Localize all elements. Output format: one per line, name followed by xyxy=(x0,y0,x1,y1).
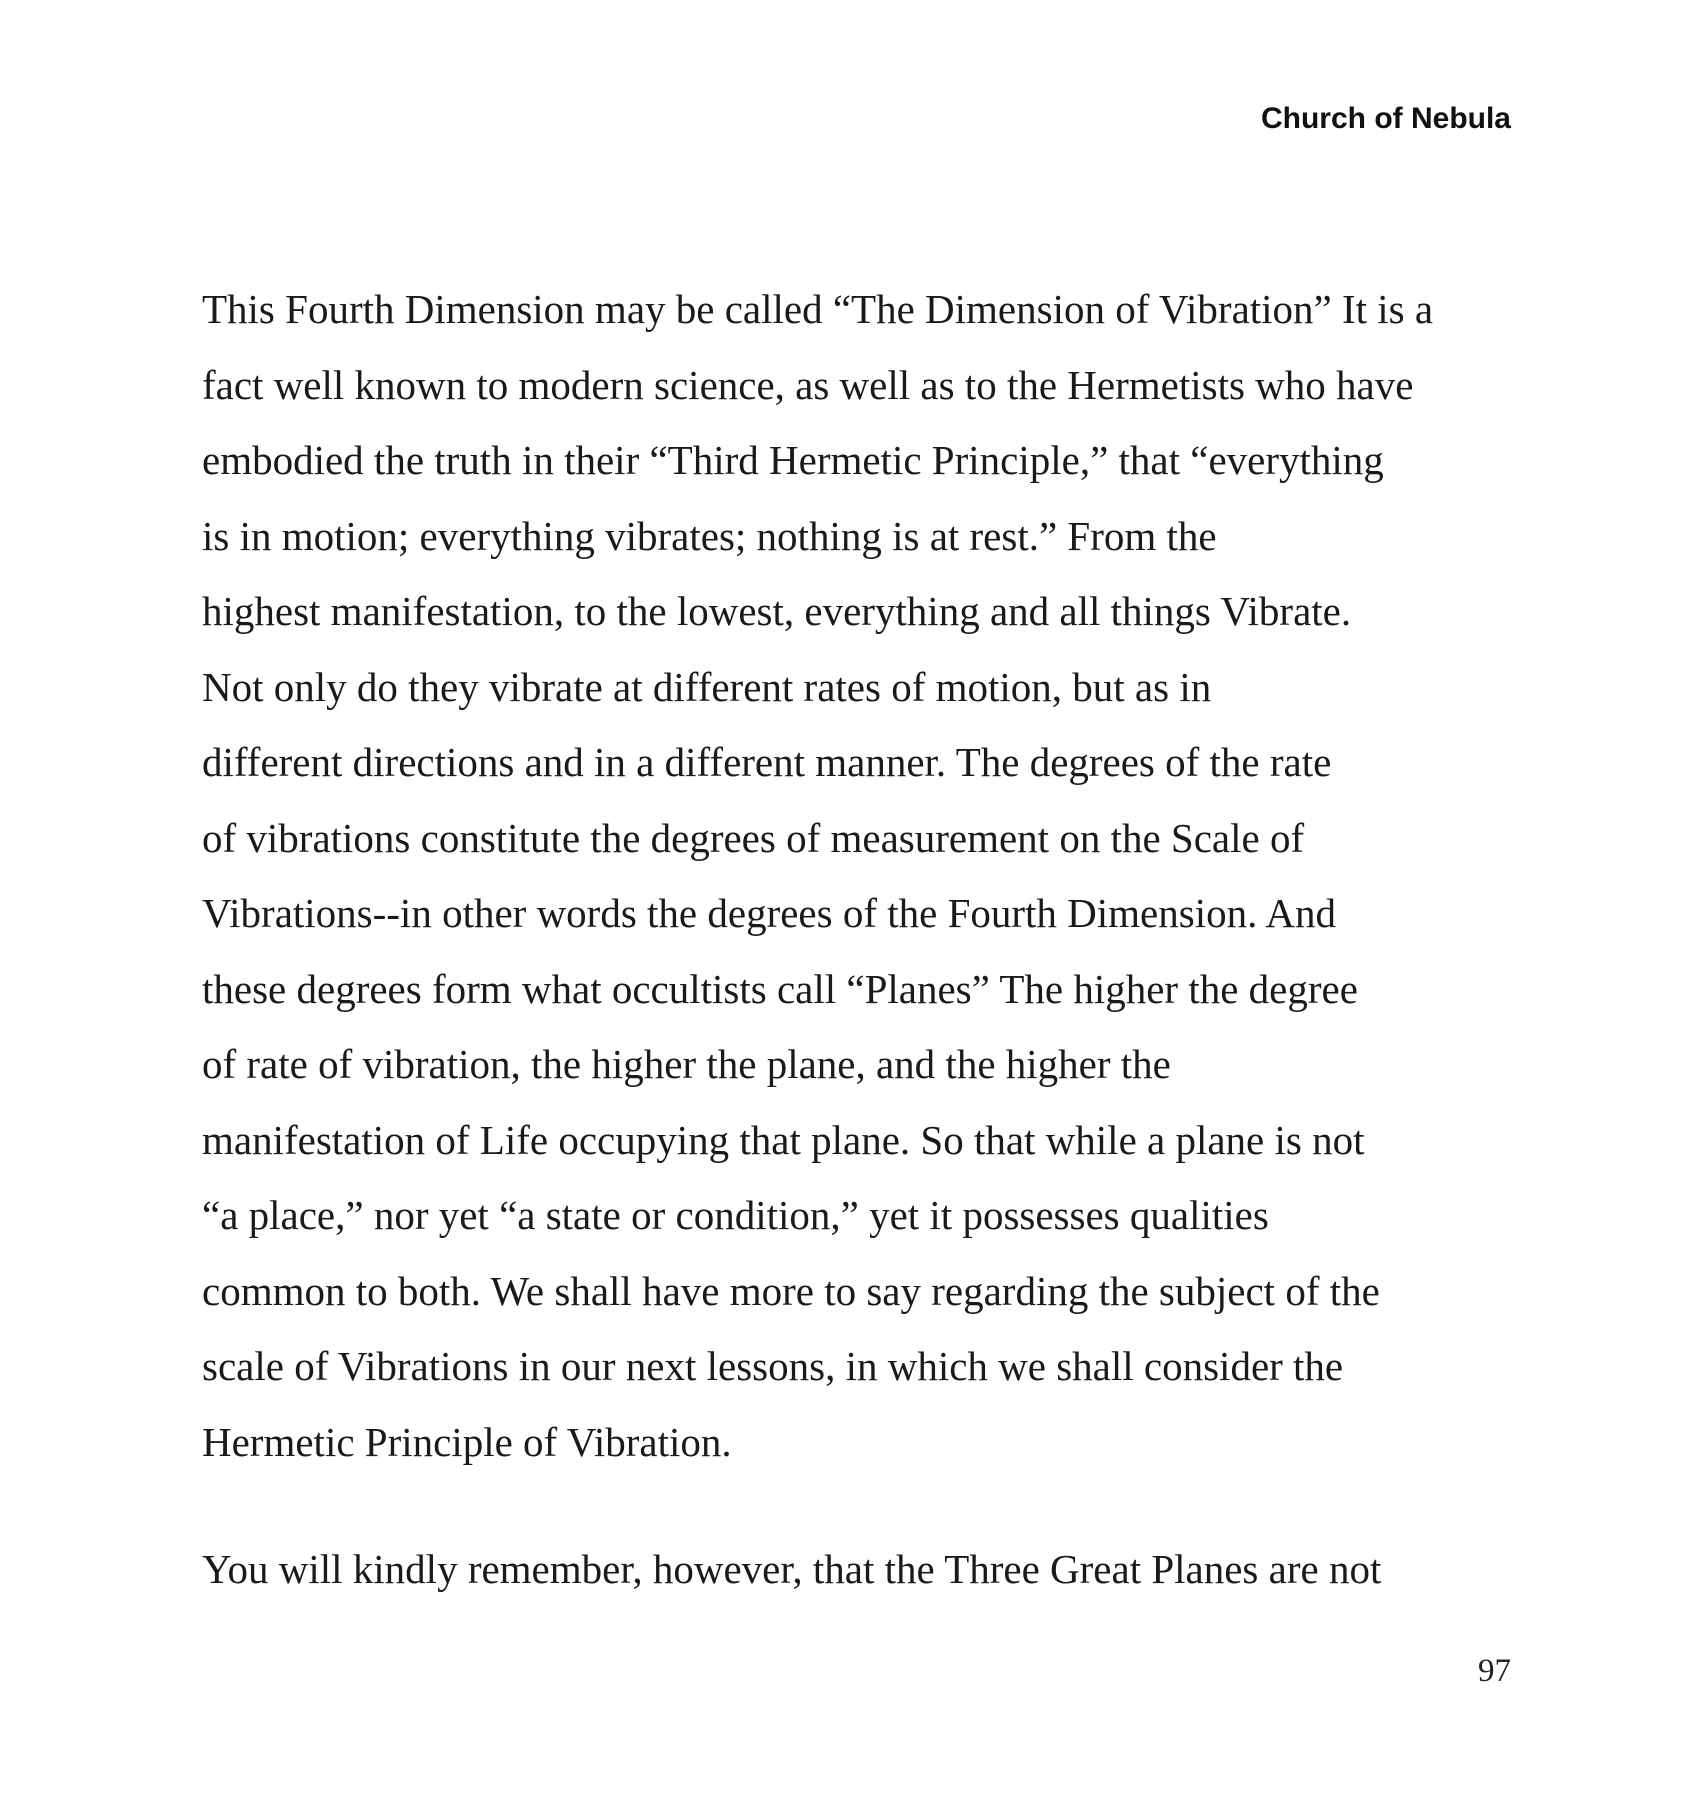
page-number: 97 xyxy=(1478,1653,1511,1689)
paragraph xyxy=(202,272,1522,1480)
paragraph xyxy=(202,1532,1522,1608)
text-line: You will kindly remember, however, that the Three Great Planes are not xyxy=(202,1546,1382,1592)
text-line: fact well known to modern science, as well as to the Hermetists who have xyxy=(202,361,1414,408)
running-header: Church of Nebula xyxy=(1260,102,1511,135)
text-line: of rate of vibration, the higher the plane, and the higher the xyxy=(202,1041,1171,1087)
text-line: Vibrations--in other words the degrees of the Fourth Dimension. And xyxy=(202,890,1336,936)
text-line: these degrees form what occultists call “Planes” The higher the degree xyxy=(202,965,1358,1012)
text-line: highest manifestation, to the lowest, everything and all things Vibrate. xyxy=(202,588,1352,634)
text-line: common to both. We shall have more to say regarding the subject of the xyxy=(202,1267,1380,1314)
text-line: different directions and in a different manner. The degrees of the rate xyxy=(202,739,1332,785)
text-line: scale of Vibrations in our next lessons, in which we shall consider the xyxy=(202,1343,1344,1389)
page-body xyxy=(202,272,1522,1608)
text-line: “a place,” nor yet “a state or condition,” yet it possesses qualities xyxy=(202,1192,1269,1238)
text-line: of vibrations constitute the degrees of measurement on the Scale of xyxy=(202,814,1305,861)
text-line: is in motion; everything vibrates; nothing is at rest.” From the xyxy=(202,512,1217,559)
text-line: This Fourth Dimension may be called “The Dimension of Vibration” It is a xyxy=(202,286,1434,332)
text-line: manifestation of Life occupying that plane. So that while a plane is not xyxy=(202,1116,1365,1163)
text-line: embodied the truth in their “Third Hermetic Principle,” that “everything xyxy=(202,437,1384,483)
paragraph-spacer xyxy=(202,1480,1522,1532)
text-line: Hermetic Principle of Vibration. xyxy=(202,1418,732,1465)
text-line: Not only do they vibrate at different rates of motion, but as in xyxy=(202,663,1212,710)
